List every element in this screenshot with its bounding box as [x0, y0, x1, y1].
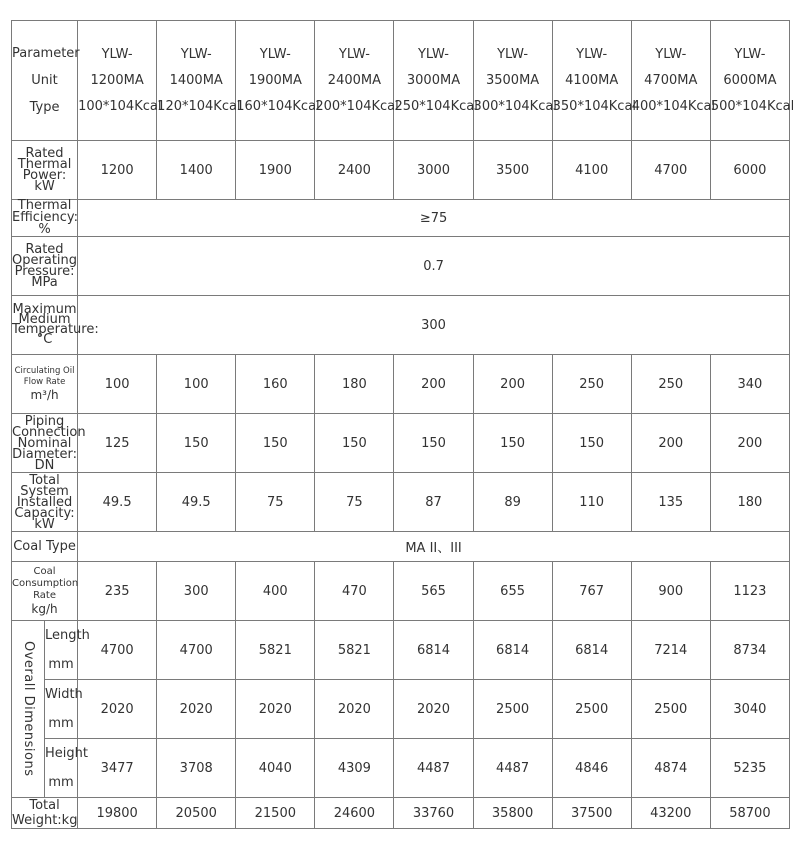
row-label-text: Coal Consumption Rate: [12, 565, 79, 601]
value-cell: 150: [473, 414, 552, 473]
type-label: Type: [29, 100, 60, 115]
row-piping: [12, 414, 790, 473]
value-cell: 2020: [157, 680, 236, 739]
merged-value: 0.7: [78, 237, 790, 296]
value-cell: 180: [710, 473, 789, 532]
value-cell: 2020: [236, 680, 315, 739]
value-cell: 6814: [394, 621, 473, 680]
model-line2: 6000MA: [723, 72, 777, 88]
header-row: [12, 21, 790, 141]
value-cell: 150: [394, 414, 473, 473]
row-length: [12, 621, 790, 680]
row-thermal-power: [12, 141, 790, 200]
model-line2: 1200MA: [90, 72, 144, 88]
value-cell: 1123: [710, 562, 789, 621]
value-cell: 200: [473, 355, 552, 414]
model-line3: 120*104Kcal: [157, 98, 241, 114]
value-cell: 340: [710, 355, 789, 414]
row-label: [12, 355, 78, 414]
value-cell: 4100: [552, 141, 631, 200]
value-cell: 200: [710, 414, 789, 473]
value-cell: 33760: [394, 798, 473, 829]
value-cell: 200: [631, 414, 710, 473]
row-label: Maximum Medium Temperature: °C: [12, 296, 78, 355]
value-cell: 49.5: [157, 473, 236, 532]
value-cell: 3708: [157, 739, 236, 798]
value-cell: 655: [473, 562, 552, 621]
value-cell: 7214: [631, 621, 710, 680]
model-header: [236, 21, 320, 141]
value-cell: 4700: [631, 141, 710, 200]
length-label: Length: [45, 628, 90, 643]
value-cell: 2020: [78, 680, 157, 739]
model-line2: 3000MA: [406, 72, 461, 88]
merged-value: MA II、III: [78, 532, 790, 562]
value-cell: 250: [552, 355, 631, 414]
spec-table: [11, 20, 795, 829]
value-cell: 565: [394, 562, 473, 621]
row-label: Rated Thermal Power: kW: [12, 141, 78, 200]
row-coal-type: [12, 532, 790, 562]
value-cell: 135: [631, 473, 710, 532]
value-cell: 4700: [78, 621, 157, 680]
value-cell: 4040: [236, 739, 315, 798]
value-cell: 6000: [710, 141, 789, 200]
value-cell: 5821: [236, 621, 315, 680]
value-cell: 125: [78, 414, 157, 473]
value-cell: 3477: [78, 739, 157, 798]
model-line3: 200*104Kcal: [315, 98, 399, 114]
value-cell: 75: [236, 473, 315, 532]
value-cell: 2400: [315, 141, 394, 200]
value-cell: 3500: [473, 141, 552, 200]
value-cell: 8734: [710, 621, 789, 680]
value-cell: 2020: [315, 680, 394, 739]
row-label: Coal Type: [12, 532, 78, 562]
value-cell: 89: [473, 473, 552, 532]
value-cell: 160: [236, 355, 315, 414]
value-cell: 767: [552, 562, 631, 621]
model-line3: 100*104Kcal: [78, 98, 162, 114]
model-line2: 3500MA: [485, 72, 540, 88]
value-cell: 150: [157, 414, 236, 473]
model-line2: 1400MA: [169, 72, 223, 88]
value-cell: 180: [315, 355, 394, 414]
model-line3: 300*104Kcal: [473, 98, 557, 114]
width-unit: mm: [48, 716, 74, 731]
height-unit: mm: [48, 775, 74, 790]
value-cell: 21500: [236, 798, 315, 829]
height-label-cell: [45, 739, 89, 798]
value-cell: 235: [78, 562, 157, 621]
value-cell: 5821: [315, 621, 394, 680]
row-label: Rated Operating Pressure: MPa: [12, 237, 78, 296]
row-label: Total System Installed Capacity: kW: [12, 473, 78, 532]
param-label: Parameter: [12, 46, 80, 61]
value-cell: 4846: [552, 739, 631, 798]
row-unit: m³/h: [30, 387, 59, 402]
model-line1: YLW-: [101, 46, 133, 62]
model-line3: 500*104Kcal: [710, 98, 795, 114]
value-cell: 150: [236, 414, 315, 473]
value-cell: 2020: [394, 680, 473, 739]
model-header: [710, 21, 795, 141]
value-cell: 1400: [157, 141, 236, 200]
width-label: Width: [45, 687, 83, 702]
row-height: [12, 739, 790, 798]
value-cell: 4487: [394, 739, 473, 798]
model-line3: 400*104Kcal: [631, 98, 716, 114]
width-label-cell: [45, 680, 83, 739]
model-line2: 4700MA: [644, 72, 698, 88]
value-cell: 6814: [552, 621, 631, 680]
model-header: [631, 21, 716, 141]
value-cell: 900: [631, 562, 710, 621]
value-cell: 43200: [631, 798, 710, 829]
value-cell: 150: [552, 414, 631, 473]
row-label: Thermal Efficiency: %: [12, 198, 79, 237]
value-cell: 1900: [236, 141, 315, 200]
model-line1: YLW-: [259, 46, 291, 62]
value-cell: 2500: [631, 680, 710, 739]
model-line1: YLW-: [338, 46, 370, 62]
row-flow-rate: [12, 355, 790, 414]
row-efficiency: [12, 200, 790, 237]
row-width: [12, 680, 790, 739]
model-line1: YLW-: [576, 46, 608, 62]
value-cell: 35800: [473, 798, 552, 829]
model-line2: 2400MA: [327, 72, 381, 88]
value-cell: 19800: [78, 798, 157, 829]
value-cell: 37500: [552, 798, 631, 829]
value-cell: 150: [315, 414, 394, 473]
value-cell: 100: [157, 355, 236, 414]
model-header: [315, 21, 399, 141]
value-cell: 4487: [473, 739, 552, 798]
model-line3: 250*104Kcal: [394, 98, 478, 114]
row-label: [12, 798, 78, 829]
model-header: [552, 21, 637, 141]
value-cell: 1200: [78, 141, 157, 200]
value-cell: 5235: [710, 739, 789, 798]
value-cell: 75: [315, 473, 394, 532]
model-line1: YLW-: [497, 46, 529, 62]
weight-unit: kg: [61, 813, 78, 828]
value-cell: 4874: [631, 739, 710, 798]
value-cell: 3040: [710, 680, 789, 739]
value-cell: 4700: [157, 621, 236, 680]
row-temperature: [12, 296, 790, 355]
value-cell: 4309: [315, 739, 394, 798]
row-label-text: Circulating Oil Flow Rate: [14, 365, 75, 387]
row-unit: kg/h: [31, 601, 58, 616]
row-weight: [12, 798, 790, 829]
value-cell: 3000: [394, 141, 473, 200]
unit-label: Unit: [31, 73, 58, 88]
value-cell: 87: [394, 473, 473, 532]
merged-value: 300: [78, 296, 790, 355]
model-header: [157, 21, 241, 141]
length-unit: mm: [48, 657, 74, 672]
value-cell: 250: [631, 355, 710, 414]
model-line3: 350*104Kcal: [552, 98, 637, 114]
height-label: Height: [45, 746, 89, 761]
model-line2: 4100MA: [565, 72, 619, 88]
model-header: [394, 21, 478, 141]
row-label: [12, 562, 78, 621]
value-cell: 200: [394, 355, 473, 414]
row-pressure: [12, 237, 790, 296]
value-cell: 24600: [315, 798, 394, 829]
value-cell: 300: [157, 562, 236, 621]
length-label-cell: [45, 621, 90, 680]
value-cell: 6814: [473, 621, 552, 680]
param-unit-type-cell: [12, 21, 78, 141]
merged-value: ≥75: [78, 200, 790, 237]
row-installed: [12, 473, 790, 532]
model-line1: YLW-: [734, 46, 766, 62]
overall-dimensions-label: Overall Dimensions: [12, 621, 45, 798]
weight-label: Total Weight:: [12, 798, 62, 828]
value-cell: 470: [315, 562, 394, 621]
value-cell: 110: [552, 473, 631, 532]
value-cell: 2500: [552, 680, 631, 739]
row-coal-rate: [12, 562, 790, 621]
row-label: Piping Connection Nominal Diameter: DN: [12, 413, 86, 473]
model-header: [473, 21, 557, 141]
value-cell: 49.5: [78, 473, 157, 532]
value-cell: 2500: [473, 680, 552, 739]
model-line1: YLW-: [180, 46, 212, 62]
value-cell: 20500: [157, 798, 236, 829]
model-header: [78, 21, 162, 141]
model-line1: YLW-: [655, 46, 687, 62]
value-cell: 58700: [710, 798, 789, 829]
model-line3: 160*104Kcal: [236, 98, 320, 114]
model-line2: 1900MA: [248, 72, 302, 88]
value-cell: 100: [78, 355, 157, 414]
value-cell: 400: [236, 562, 315, 621]
model-line1: YLW-: [417, 46, 449, 62]
